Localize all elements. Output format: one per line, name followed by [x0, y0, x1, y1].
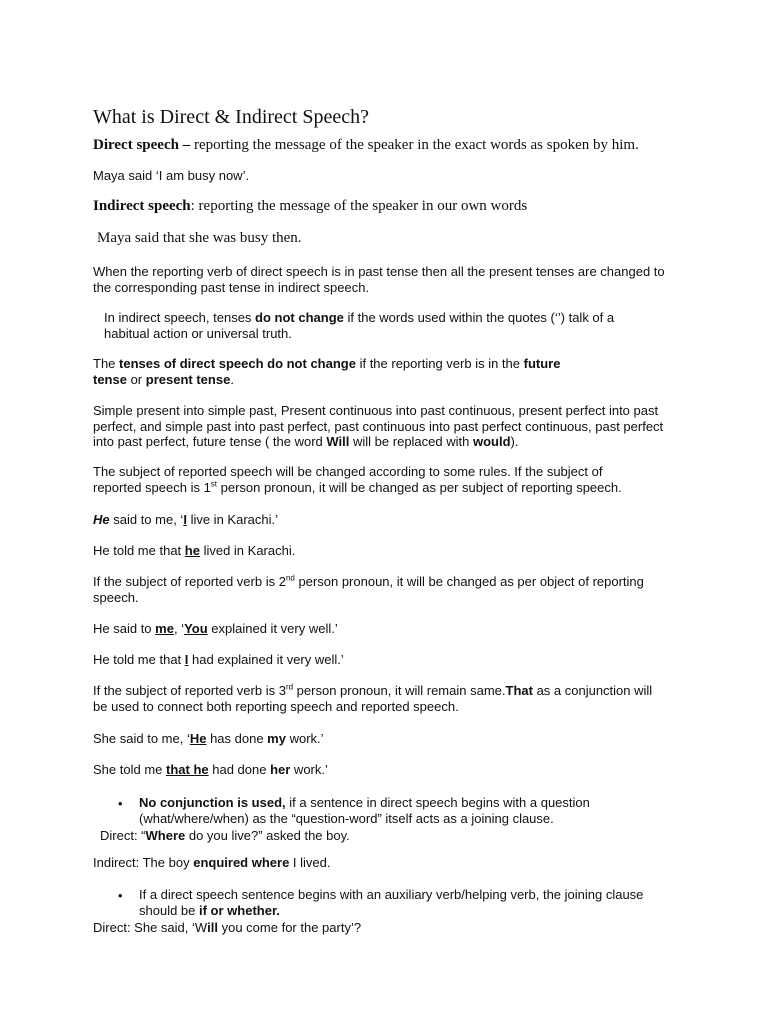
p6-b: person pronoun, it will be changed as per object of reporting speech.: [93, 574, 644, 605]
ex4-a: He told me that: [93, 652, 185, 667]
paragraph-third-person-rule: [93, 683, 663, 714]
p3-bold-future: future: [523, 356, 561, 371]
p3-bold-tense: tense: [93, 371, 127, 387]
p5-a: The subject of reported speech will be changed according to some rules. If the subject of reported speech is 1: [93, 464, 603, 495]
p6-sup: nd: [285, 573, 295, 583]
ex2-he: he: [184, 543, 200, 558]
p4-e: ).: [510, 434, 519, 449]
ex7-a: Direct: “: [100, 828, 146, 843]
ex1-he: He: [93, 512, 110, 527]
p4-bold-will: Will: [326, 434, 350, 449]
example-second-person-direct: [93, 621, 683, 637]
bullet2-text: If a direct speech sentence begins with an auxiliary verb/helping verb, the joining clause should be: [139, 887, 644, 918]
p4-a: Simple present into simple past, Present continuous into past continuous, present perfect into past perfect, and simple past into past perfect, past continuous into past perfect continuous, past perfect into past perfect, future tense ( the word: [93, 403, 664, 449]
paragraph-habitual-action: [104, 310, 649, 341]
example-third-person-indirect: [93, 762, 683, 778]
bullet2-bold: if or whether.: [199, 902, 280, 918]
direct-speech-example: [93, 168, 683, 184]
direct-speech-term: Direct speech: [93, 137, 179, 153]
ex5-he: He: [189, 731, 207, 746]
ex3-c: , ‘: [173, 621, 185, 636]
p7-sup: rd: [285, 682, 294, 692]
p3-f: or: [126, 371, 146, 387]
ex1-i: I: [183, 512, 187, 527]
ex3-e: explained it very well.’: [207, 621, 338, 636]
ex5-c: has done: [206, 731, 268, 746]
example-question-indirect: [93, 855, 683, 871]
paragraph-tense-changes: [93, 403, 683, 450]
p2-c: if the words used within the quotes (‘’) talk of a habitual action or universal truth.: [104, 310, 615, 341]
bullet-auxiliary-verb: [139, 887, 659, 918]
ex9-ill: ill: [207, 920, 218, 935]
ex3-you: You: [184, 621, 208, 636]
p2-bold: do not change: [255, 310, 344, 325]
paragraph-future-tense: [93, 356, 683, 387]
bullet1-bold: No conjunction is used,: [139, 795, 286, 810]
bullet1-text: if a sentence in direct speech begins with a question (what/where/when) as the “question-word” itself acts as a joining clause.: [139, 795, 590, 826]
p3-bold-present: present tense: [145, 371, 231, 387]
ex3-a: He said to: [93, 621, 156, 636]
p4-bold-would: would: [472, 434, 511, 449]
ex6-e: work.’: [290, 762, 328, 777]
example-first-person-direct: [93, 512, 683, 528]
p3-a: The: [93, 356, 120, 371]
ex4-i: I: [184, 652, 189, 667]
ex1-b: said to me, ‘: [109, 512, 184, 527]
paragraph-first-person-rule: [93, 464, 653, 495]
ex5-e: work.’: [285, 731, 324, 746]
ex8-enquired-where: enquired where: [193, 855, 290, 870]
ex8-c: I lived.: [289, 855, 331, 870]
ex9-c: you come for the party’?: [218, 920, 362, 935]
p1-text: When the reporting verb of direct speech is in past tense then all the present tenses are changed to the corresponding past tense in indirect speech.: [93, 264, 665, 295]
p7-a: If the subject of reported verb is 3: [93, 683, 286, 698]
ex5-a: She said to me, ‘: [93, 731, 190, 746]
ex6-her: her: [270, 762, 291, 777]
indirect-speech-example: [97, 229, 687, 247]
p3-h: .: [230, 371, 234, 387]
ex5-my: my: [267, 731, 286, 746]
ex6-that-he: that he: [166, 762, 209, 777]
ex1-d: live in Karachi.’: [186, 512, 278, 527]
ex2-c: lived in Karachi.: [199, 543, 296, 558]
page-title: [93, 105, 683, 129]
p7-d: as a conjunction will be used to connect both reporting speech and reported speech.: [93, 683, 653, 714]
example-third-person-direct: [93, 731, 683, 747]
ex6-a: She told me: [93, 762, 166, 777]
p7-bold-that: That: [505, 683, 533, 698]
definition-dash: –: [178, 137, 194, 153]
example-question-direct: [100, 828, 690, 844]
indirect-speech-definition: [93, 197, 683, 215]
p2-a: In indirect speech, tenses: [104, 310, 256, 325]
p3-bold-1: tenses of direct speech do not change: [119, 356, 356, 371]
direct-speech-definition: [93, 136, 693, 154]
indirect-example-text: Maya said that she was busy then.: [97, 230, 302, 246]
p4-c: will be replaced with: [349, 434, 473, 449]
paragraph-past-tense-rule: [93, 264, 683, 295]
ex4-c: had explained it very well.’: [188, 652, 344, 667]
ex6-c: had done: [208, 762, 271, 777]
ex3-me: me: [155, 621, 174, 636]
paragraph-second-person-rule: [93, 574, 678, 605]
direct-speech-text: reporting the message of the speaker in the exact words as spoken by him.: [193, 137, 639, 153]
bullet-no-conjunction: [139, 795, 659, 826]
ex7-where: Where: [145, 828, 186, 843]
ex8-a: Indirect: The boy: [93, 855, 194, 870]
p5-sup: st: [210, 479, 218, 489]
bullet-1-glyph: •: [118, 796, 123, 811]
bullet-2-glyph: •: [118, 888, 123, 903]
ex7-c: do you live?” asked the boy.: [185, 828, 350, 843]
ex9-a: Direct: She said, ‘W: [93, 920, 208, 935]
ex2-a: He told me that: [93, 543, 185, 558]
direct-example-text: Maya said ‘I am busy now’.: [93, 168, 250, 183]
p6-a: If the subject of reported verb is 2: [93, 574, 286, 589]
example-first-person-indirect: [93, 543, 683, 559]
example-second-person-indirect: [93, 652, 683, 668]
p7-b: person pronoun, it will remain same.: [293, 683, 506, 698]
indirect-speech-text: : reporting the message of the speaker in our own words: [190, 198, 528, 214]
example-auxiliary-direct: [93, 920, 683, 936]
p5-b: person pronoun, it will be changed as per subject of reporting speech.: [217, 479, 622, 495]
title-text: What is Direct & Indirect Speech?: [93, 106, 369, 128]
p3-c: if the reporting verb is in the: [355, 356, 524, 371]
indirect-speech-term: Indirect speech: [93, 198, 191, 214]
